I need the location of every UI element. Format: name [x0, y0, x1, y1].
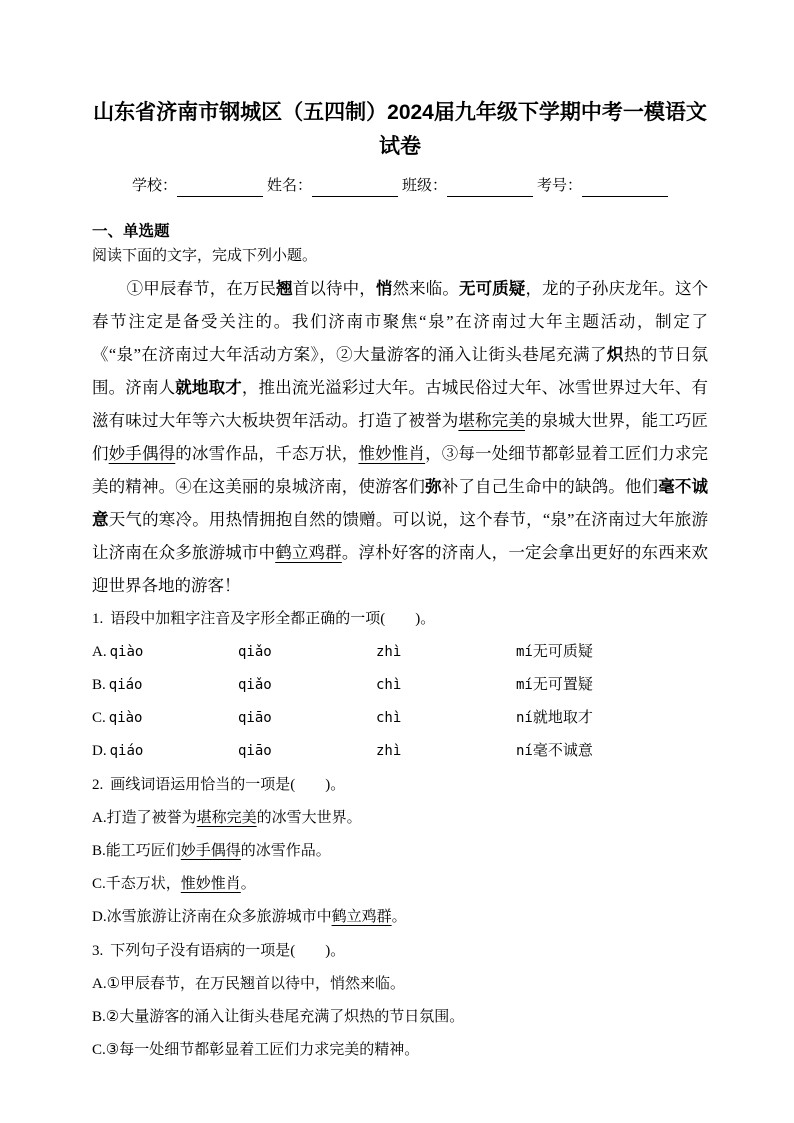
class-label: 班级：	[402, 178, 448, 194]
q1-option-c-col1	[92, 702, 238, 735]
pinyin-value: zhì	[376, 644, 402, 660]
underlined-idiom: 妙手偶得	[180, 843, 241, 859]
passage-text: 首以待中，	[292, 279, 376, 298]
passage-underlined-idiom: 妙手偶得	[108, 444, 176, 463]
passage-bold-word: 毫不诚意	[92, 477, 709, 529]
option-letter: B.	[92, 843, 106, 859]
option-text: 打造了被誉为	[106, 810, 197, 826]
pinyin-value: qiào	[108, 710, 143, 726]
name-field	[267, 175, 398, 197]
question-number: 3.	[92, 943, 104, 959]
option-text: 冰雪旅游让济南在众多旅游城市中	[106, 909, 332, 925]
option-letter: A.	[92, 976, 107, 992]
q2-option-a	[92, 802, 708, 835]
passage-text: 热的节日氛围。济南人	[92, 345, 708, 397]
passage-text: ，推出流光溢彩过大年。古城民俗过大年、冰雪世界过大年、有滋有味过大年等六大板块贺年活动。打造了被誉为	[92, 378, 709, 430]
option-text: 。	[391, 909, 407, 925]
option-text: ③每一处细节都彰显着工匠们力求完美的精神。	[105, 1042, 420, 1058]
option-text: 能工巧匠们	[105, 843, 181, 859]
passage-text: 补了自己生命中的缺鸽。他们	[441, 477, 659, 496]
passage-underlined-idiom: 鹤立鸡群	[275, 543, 342, 562]
q1-option-row-a	[92, 636, 708, 669]
passage-bold-char: 翘	[276, 279, 293, 298]
option-text: 的冰雪大世界。	[256, 810, 362, 826]
option-text: ②大量游客的涌入让街头巷尾充满了炽热的节日氛围。	[105, 1009, 465, 1025]
exam-number-blank-line	[582, 176, 668, 197]
q1-option-d-col4	[516, 735, 708, 768]
passage-text: 的泉城大世界，能工巧匠们	[92, 411, 709, 463]
name-label: 姓名：	[266, 178, 312, 194]
underlined-idiom: 鹤立鸡群	[331, 909, 392, 925]
question-stem-text: 画线词语运用恰当的一项是( )。	[110, 777, 346, 793]
question-number: 2.	[92, 777, 104, 793]
passage-bold-char: 悄	[375, 279, 393, 298]
q3-option-c	[92, 1034, 708, 1067]
pinyin-value: qiǎo	[238, 644, 272, 660]
q3-option-b	[92, 1001, 708, 1034]
option-letter: A.	[92, 644, 107, 660]
question-stem-text: 下列句子没有语病的一项是( )。	[110, 943, 346, 959]
option-letter: C.	[92, 876, 106, 892]
option-text: 千态万状，	[105, 876, 181, 892]
question-1	[92, 603, 708, 768]
word-form: 毫不诚意	[532, 743, 593, 759]
pinyin-value: qiāo	[238, 710, 272, 726]
name-blank-line	[312, 176, 398, 197]
q1-option-row-d	[92, 735, 708, 768]
q2-option-d	[92, 901, 708, 934]
school-field	[132, 175, 263, 197]
exam-number-field	[537, 175, 668, 197]
passage-underlined-idiom: 堪称完美	[458, 411, 525, 430]
pinyin-value: qiǎo	[238, 677, 272, 693]
student-info-row	[92, 173, 708, 197]
question-2-stem	[92, 769, 708, 802]
question-2	[92, 769, 708, 934]
underlined-idiom: 惟妙惟肖	[180, 876, 241, 892]
q1-option-a-col4	[516, 636, 708, 669]
question-1-stem	[92, 603, 708, 636]
class-field	[402, 175, 533, 197]
option-letter: D.	[92, 743, 107, 759]
passage-bold-char: 弥	[425, 477, 442, 496]
exam-number-label: 考号：	[537, 178, 583, 194]
question-3	[92, 935, 708, 1067]
pinyin-value: chì	[376, 710, 402, 726]
q1-option-b-col1	[92, 669, 238, 702]
passage-bold-word: 就地取才	[175, 378, 242, 397]
option-letter: B.	[92, 1009, 106, 1025]
option-letter: C.	[92, 1042, 106, 1058]
passage-text: ，龙的子孙庆龙年。这个春节注定是备受关注的。我们济南市聚焦“泉”在济南过大年主题活动，制定了《“泉”在济南过大年活动方案》，②大量游客的涌入让街头巷尾充满了	[92, 279, 709, 364]
passage-text: 。淳朴好客的济南人，一定会拿出更好的东西来欢迎世界各地的游客！	[92, 543, 709, 595]
pinyin-value: qiáo	[108, 677, 143, 693]
passage-text: 天气的寒冷。用热情拥抱自然的馈赠。可以说，这个春节，“泉”在济南过大年旅游让济南在众多旅游城市中	[92, 510, 708, 562]
question-3-stem	[92, 935, 708, 968]
q2-option-b	[92, 835, 708, 868]
question-number: 1.	[92, 611, 104, 627]
option-letter: B.	[92, 677, 106, 693]
question-stem-text: 语段中加粗字注音及字形全都正确的一项( )。	[110, 611, 436, 627]
option-text: 的冰雪作品。	[240, 843, 331, 859]
q1-option-d-col1	[92, 735, 238, 768]
q1-option-row-c	[92, 702, 708, 735]
section-heading: 一、单选题	[92, 223, 170, 240]
q1-option-row-b	[92, 669, 708, 702]
pinyin-value: zhì	[376, 743, 402, 759]
pinyin-value: mí	[516, 677, 533, 693]
passage-underlined-idiom: 惟妙惟肖	[358, 444, 426, 463]
pinyin-value: mí	[516, 644, 533, 660]
option-text: 。	[240, 876, 256, 892]
page-title: 山东省济南市钢城区（五四制）2024届九年级下学期中考一模语文试卷	[93, 101, 707, 158]
passage-bold-char: 炽	[606, 345, 624, 364]
word-form: 就地取才	[532, 710, 593, 726]
passage-text: ①甲辰春节，在万民	[126, 279, 277, 298]
class-blank-line	[447, 176, 533, 197]
option-text: ①甲辰春节，在万民翘首以待中，悄然来临。	[106, 976, 406, 992]
option-letter: D.	[92, 909, 107, 925]
q1-option-b-col4	[516, 669, 708, 702]
q1-option-c-col4	[516, 702, 708, 735]
pinyin-value: qiào	[109, 644, 144, 660]
section-instruction: 阅读下面的文字，完成下列小题。	[92, 248, 318, 264]
word-form: 无可质疑	[532, 644, 593, 660]
word-form: 无可置疑	[532, 677, 593, 693]
pinyin-value: qiáo	[109, 743, 144, 759]
pinyin-value: chì	[376, 677, 402, 693]
option-letter: C.	[92, 710, 106, 726]
reading-passage	[92, 272, 708, 602]
passage-bold-word: 无可质疑	[458, 279, 526, 298]
q1-option-a-col1	[92, 636, 238, 669]
passage-text: 然来临。	[392, 279, 459, 298]
pinyin-value: ní	[516, 710, 533, 726]
school-label: 学校：	[131, 178, 177, 194]
underlined-idiom: 堪称完美	[196, 810, 257, 826]
school-blank-line	[177, 176, 263, 197]
passage-text: 的冰雪作品，千态万状，	[175, 444, 359, 463]
passage-text: ，③每一处细节都彰显着工匠们力求完美的精神。④在这美丽的泉城济南，使游客们	[92, 444, 709, 496]
q2-option-c	[92, 868, 708, 901]
option-letter: A.	[92, 810, 107, 826]
q3-option-a	[92, 968, 708, 1001]
pinyin-value: ní	[516, 743, 533, 759]
pinyin-value: qiāo	[238, 743, 272, 759]
